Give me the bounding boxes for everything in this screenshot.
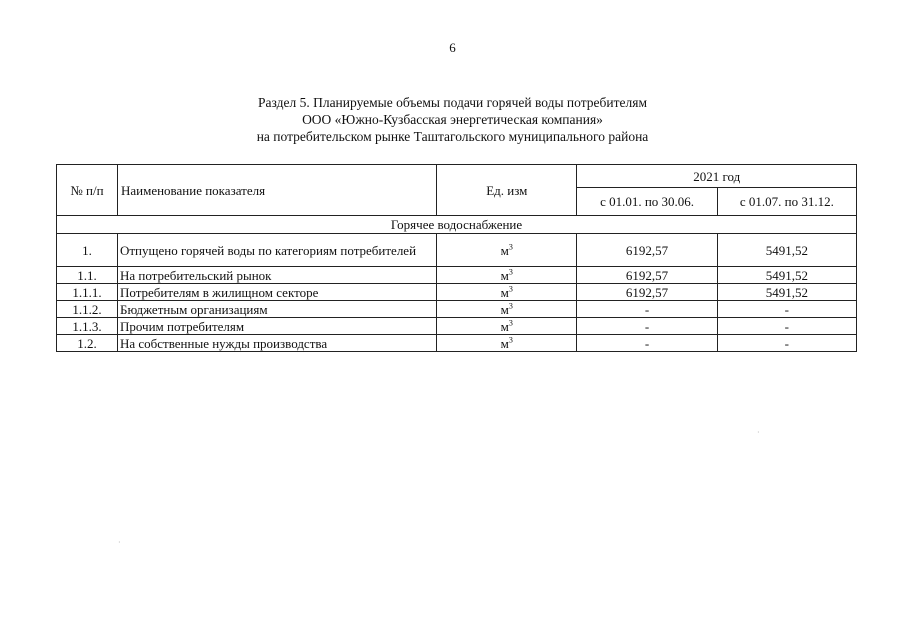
row-value-period-1: 6192,57 [577,234,717,267]
row-value-period-1: - [577,301,717,318]
row-num: 1.1.1. [57,284,118,301]
unit-power: 3 [508,301,513,311]
row-value-period-1: - [577,318,717,335]
unit-base: м [500,267,509,283]
unit-power: 3 [508,335,513,345]
table-row [57,234,857,267]
table-header-row [57,165,857,188]
header-unit: Ед. изм [437,165,577,216]
title-line-1: Раздел 5. Планируемые объемы подачи горячей воды потребителям [258,95,647,110]
unit-base: м [500,242,509,258]
scan-mark: · [757,428,760,437]
unit-base: м [500,318,509,334]
row-unit [437,335,577,352]
table-section-row [57,216,857,234]
row-unit [437,301,577,318]
page-number: 6 [449,40,456,55]
row-value-period-1: - [577,335,717,352]
row-value-period-2: 5491,52 [717,284,856,301]
unit-base: м [500,301,509,317]
table-row [57,284,857,301]
header-period-1: с 01.01. по 30.06. [577,188,717,216]
header-name: Наименование показателя [117,165,436,216]
table-row [57,335,857,352]
row-value-period-2: - [717,318,856,335]
header-period-2: с 01.07. по 31.12. [717,188,856,216]
row-unit [437,318,577,335]
row-num: 1.1. [57,267,118,284]
row-value-period-1: 6192,57 [577,267,717,284]
row-name: На собственные нужды производства [117,335,436,352]
unit-power: 3 [508,284,513,294]
row-name: Потребителям в жилищном секторе [117,284,436,301]
row-name: Отпущено горячей воды по категориям потребителей [117,234,436,267]
table-row [57,301,857,318]
unit-base: м [500,284,509,300]
unit-power: 3 [508,242,513,252]
hot-water-volume-table [56,164,857,352]
table-row [57,267,857,284]
row-name: Бюджетным организациям [117,301,436,318]
row-value-period-2: 5491,52 [717,234,856,267]
row-unit [437,267,577,284]
row-name: Прочим потребителям [117,318,436,335]
header-num: № п/п [57,165,118,216]
scan-mark: · [118,538,121,547]
row-value-period-2: 5491,52 [717,267,856,284]
row-num: 1.2. [57,335,118,352]
row-value-period-1: 6192,57 [577,284,717,301]
row-value-period-2: - [717,335,856,352]
row-num: 1.1.3. [57,318,118,335]
row-unit [437,284,577,301]
row-num: 1. [57,234,118,267]
row-name: На потребительский рынок [117,267,436,284]
header-year: 2021 год [577,165,857,188]
title-line-3: на потребительском рынке Таштагольского муниципального района [256,129,649,144]
unit-power: 3 [508,318,513,328]
unit-base: м [500,335,509,351]
row-value-period-2: - [717,301,856,318]
section-hot-water: Горячее водоснабжение [57,216,857,234]
row-unit [437,234,577,267]
section-title-block [0,94,905,145]
unit-power: 3 [508,267,513,277]
table-row [57,318,857,335]
title-line-2: ООО «Южно-Кузбасская энергетическая компания» [302,112,603,127]
row-num: 1.1.2. [57,301,118,318]
